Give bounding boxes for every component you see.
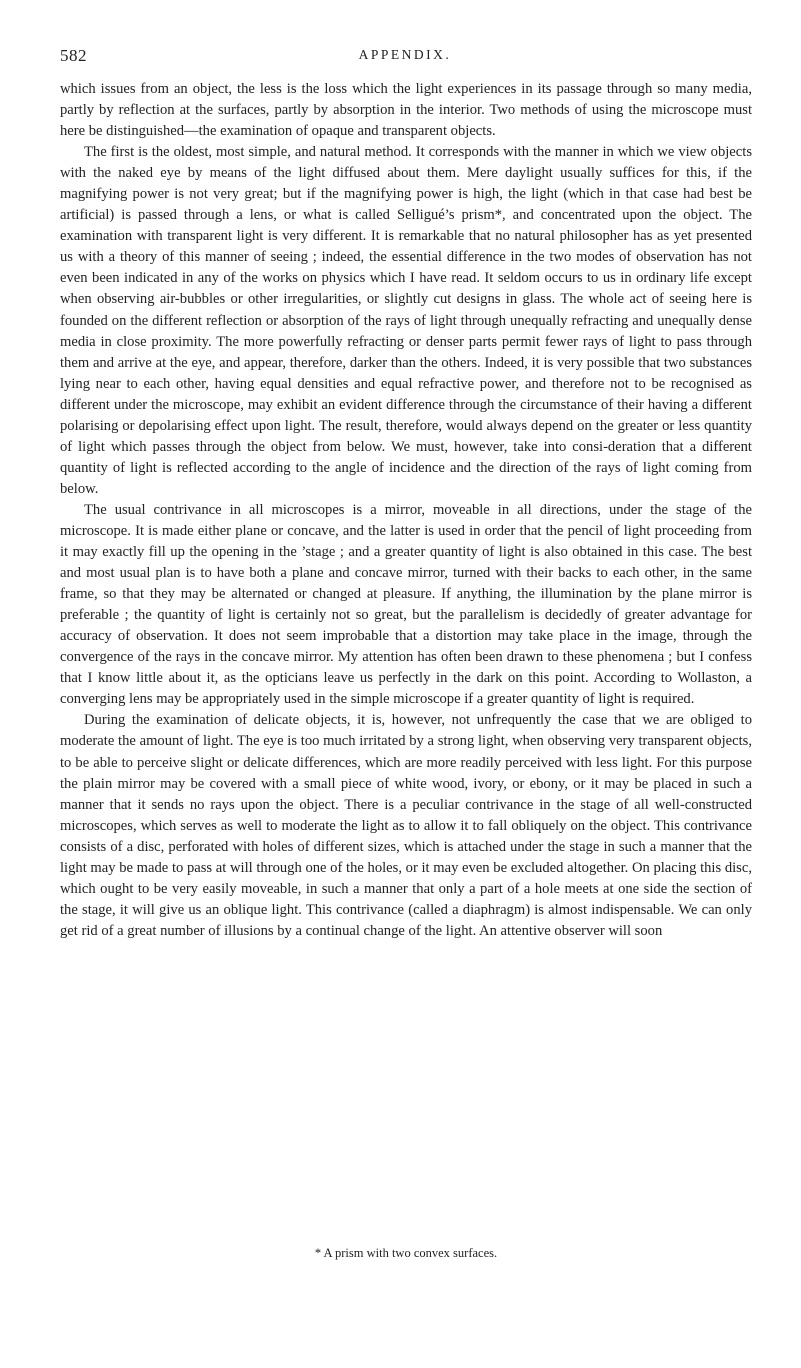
paragraph-1: which issues from an object, the less is the loss which the light experiences in its passage through so many media, partly by reflection at the surfaces, partly by absorption in the interior. Two methods of using the microscope must here be distinguished—the examination of opaque and transparent objects. [60,81,752,140]
paragraph-3: The usual contrivance in all microscopes is a mirror, moveable in all directions, under the stage of the microscope. It is made either plane or concave, and the latter is used in order that the pencil of light proceeding from it may exactly fill up the opening in the ’stage ; and a greater quantity of light is also obtained in this case. The best and most usual plan is to have both a plane and concave mirror, turned with their backs to each other, in the same frame, so that they may be alternated or changed at pleasure. If anything, the illumination by the plane mirror is preferable ; the quantity of light is certainly not so great, but the parallelism is decidedly of greater advantage for accuracy of observation. It does not seem improbable that a distortion may take place in the image, through the convergence of the rays in the concave mirror. My attention has often been drawn to these phenomena ; but I confess that I know little about it, as the opticians leave us perfectly in the dark on this point. According to Wollaston, a converging lens may be appropriately used in the simple microscope if a greater quantity of light is required. [60,501,752,708]
running-title: APPENDIX. [358,47,452,62]
footnote: * A prism with two convex surfaces. [314,1246,498,1260]
paragraph-4: During the examination of delicate objects, it is, however, not unfrequently the case that we are obliged to moderate the amount of light. The eye is too much irritated by a strong light, when observing very transparent objects, to be able to perceive slight or delicate differences, which are more readily perceived with less light. For this purpose the plain mirror may be covered with a small piece of white wood, ivory, or ebony, or it may be placed in such a manner that it sends no rays upon the object. There is a peculiar contrivance in the stage of all well-constructed microscopes, which serves as well to moderate the light as to allow it to fall obliquely on the object. This contrivance consists of a disc, perforated with holes of different sizes, which is attached under the stage in such a manner that the light may be made to pass at will through one of the holes, or it may even be excluded altogether. On placing this disc, which ought to be very easily moveable, in such a manner that only a part of a hole meets at one side the section of the stage, it will give us an oblique light. This contrivance (called a diaphragm) is almost indispensable. We can only get rid of a great number of illusions by a continual change of the light. An attentive observer will soon [60,712,752,939]
running-head [60,46,750,68]
page-number: 582 [60,46,87,65]
paragraph-2: The first is the oldest, most simple, and natural method. It corresponds with the manner in which we view objects with the naked eye by means of the light diffused about them. Mere daylight usually suffices for this, if the magnifying power is not very great; but if the magnifying power is high, the light (which in that case had best be artificial) is passed through a lens, or what is called Selligué’s prism*, and concentrated upon the object. The examination with transparent light is very different. It is remarkable that no natural philosopher has as yet presented us with a theory of this manner of seeing ; indeed, the essential difference in the two modes of observation has not even been indicated in any of the works on physics which I have read. It seldom occurs to us in ordinary life except when observing air-bubbles or other irregularities, or slightly cut designs in glass. The whole act of seeing here is founded on the different reflection or absorption of the rays of light through unequally refracting and unequally dense media in close proximity. The more powerfully refracting or denser parts permit fewer rays of light to pass through them and arrive at the eye, and appear, therefore, darker than the others. Indeed, it is very possible that two substances lying near to each other, having equal densities and equal refractive power, and therefore not to be recognised as different under the microscope, may exhibit an evident difference through the circumstance of their having a different polarising or depolarising effect upon light. The result, therefore, would always depend on the greater or less quantity of light which passes through the object from below. We must, however, take into consi-deration that a different quantity of light is reflected according to the angle of incidence and the direction of the rays of light coming from below. [60,144,752,497]
body-text [60,79,752,942]
